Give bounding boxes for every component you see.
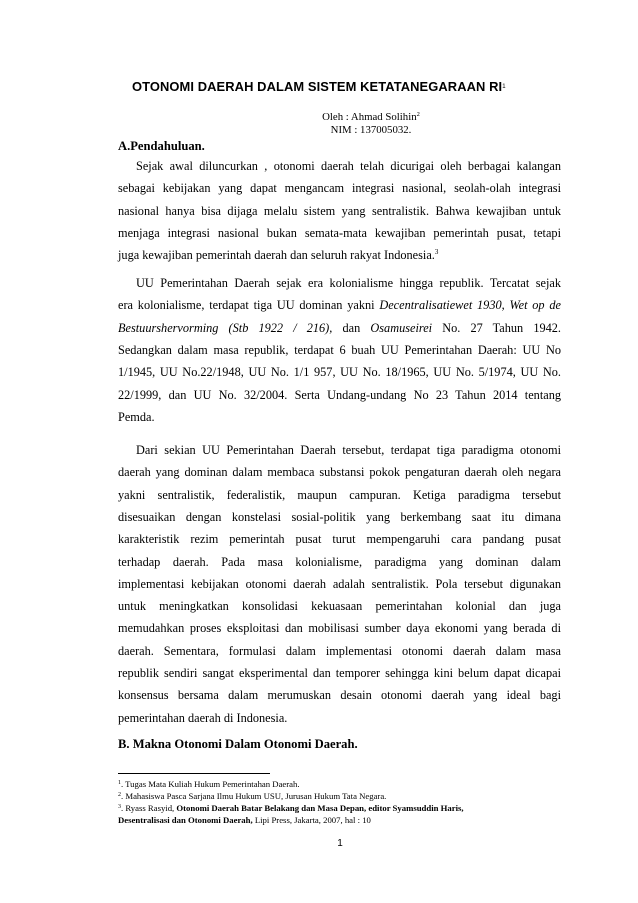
paragraph-3-line: untuk meningkatkan konsolidasi kekuasaan pemerintahan kolonial dan juga (118, 599, 561, 614)
section-b-heading: B. Makna Otonomi Dalam Otonomi Daerah. (118, 737, 358, 751)
footnote-3-text: . Ryass Rasyid, (121, 803, 177, 813)
paragraph-3-line: terhadap daerah. Pada masa kolonialisme, paradigma yang dominan dalam (118, 554, 561, 569)
paragraph-2-line: 22/1999, dan UU No. 32/2004. Serta Undang-undang No 23 Tahun 2014 tentang (118, 387, 561, 402)
paragraph-3-line: implementasi kebijakan otonomi daerah adalah sentralistik. Pola tersebut digunakan (118, 576, 561, 591)
footnote-mark-3: 3 (434, 248, 439, 257)
paragraph-1-line (118, 247, 561, 265)
paragraph-1-last-text: juga kewajiban pemerintah daerah dan seluruh rakyat Indonesia. (118, 248, 435, 263)
footnote-2-mark: 2 (118, 792, 121, 798)
paragraph-1-line: sebagai kebijakan yang dapat mengancam integrasi nasional, seolah-olah integrasi (118, 181, 561, 196)
paper-title-text: OTONOMI DAERAH DALAM SISTEM KETATANEGARAAN RI (132, 79, 503, 94)
paragraph-2-line: Pemda. (118, 409, 155, 424)
author-nim: NIM : 137005032. (330, 124, 412, 136)
footnote-1-text: . Tugas Mata Kuliah Hukum Pemerintahan Daerah. (121, 779, 300, 789)
paragraph-3-line: konsensus bersama dalam merumuskan desain otonomi daerah yang ideal bagi (118, 688, 561, 703)
paragraph-2-line: UU Pemerintahan Daerah sejak era kolonialisme hingga republik. Tercatat sejak (136, 276, 561, 290)
paragraph-3-line: disesuaikan dengan konstelasi sosial-politik yang berkembang saat itu dimana (118, 509, 561, 524)
paragraph-2-line: Sedangkan dalam masa republik, terdapat 6 buah UU Pemerintahan Daerah: UU No (118, 342, 561, 357)
paragraph-2-text: dan (332, 320, 371, 335)
paragraph-2-line (118, 320, 561, 336)
paragraph-2-text: era kolonialisme, terdapat tiga UU dominan yakni (118, 298, 380, 313)
paper-title (132, 79, 506, 94)
paragraph-2-line (118, 297, 561, 313)
footnote-separator (118, 773, 270, 774)
paragraph-3-line: republik sendiri sangat eksperimental dan temporer sehingga kini belum dapat dicapai (118, 666, 561, 680)
paragraph-3-line: memudahkan proses eksploitasi dan mobilisasi sumber daya ekonomi yang berada di (118, 621, 561, 636)
paragraph-2-italic-text: Bestuurshervorming (Stb 1922 / 216), (118, 320, 333, 335)
paragraph-3-line: Dari sekian UU Pemerintahan Daerah tersebut, terdapat tiga paradigma otonomi (136, 443, 561, 457)
paragraph-2-italic-text: Osamuseirei (370, 320, 433, 335)
footnote-1-mark: 1 (118, 780, 121, 786)
author-footnote-mark: 2 (416, 111, 420, 118)
paragraph-1-line: menjaga integrasi nasional bukan semata-mata kewajiban pemerintah pusat, tetapi (118, 225, 561, 240)
paragraph-3-line: daerah. Sementara, formulasi dalam implementasi otonomi daerah dalam masa (118, 643, 561, 658)
footnote-3-publisher: Lipi Press, Jakarta, 2007, hal : 10 (252, 815, 371, 825)
footnote-3-continued (118, 815, 588, 826)
paragraph-3-line: yakni sentralistik, federalistik, maupun campuran. Ketiga paradigma tersebut (118, 487, 561, 502)
paragraph-1-line: Sejak awal diluncurkan , otonomi daerah telah dicurigai oleh berbagai kalangan (136, 159, 561, 173)
section-a-heading: A.Pendahuluan. (118, 139, 205, 153)
paragraph-2-text: No. 27 Tahun 1942. (432, 320, 561, 335)
paragraph-2-italic-text: Decentralisatiewet 1930, Wet op de (379, 298, 561, 313)
footnote-2-text: . Mahasiswa Pasca Sarjana Ilmu Hukum USU, Jurusan Hukum Tata Negara. (121, 791, 387, 801)
paragraph-1-line: nasional hanya bisa dijaga melalu sistem yang sentralistik. Bahwa kewajiban untuk (118, 203, 561, 218)
paragraph-2-line: 1/1945, UU No.22/1948, UU No. 1/1 957, UU No. 18/1965, UU No. 5/1974, UU No. (118, 365, 561, 380)
footnote-3-book-title: Desentralisasi dan Otonomi Daerah, (118, 815, 253, 825)
page-number: 1 (337, 838, 343, 849)
title-footnote-mark: 1 (502, 84, 506, 90)
paragraph-3-line: pemerintahan daerah di Indonesia. (118, 710, 288, 725)
author-name: Oleh : Ahmad Solihin (322, 111, 417, 123)
footnote-3-book-title: Otonomi Daerah Batar Belakang dan Masa Depan, editor Syamsuddin Haris, (176, 803, 464, 813)
footnote-3-mark: 3 (118, 804, 121, 810)
paragraph-3-line: daerah yang dominan dalam membaca substansi pokok pengaturan daerah oleh negara (118, 465, 561, 480)
paragraph-3-line: karakteristik rezim pemerintah pusat turut mempengaruhi cara pandang pusat (118, 532, 561, 547)
